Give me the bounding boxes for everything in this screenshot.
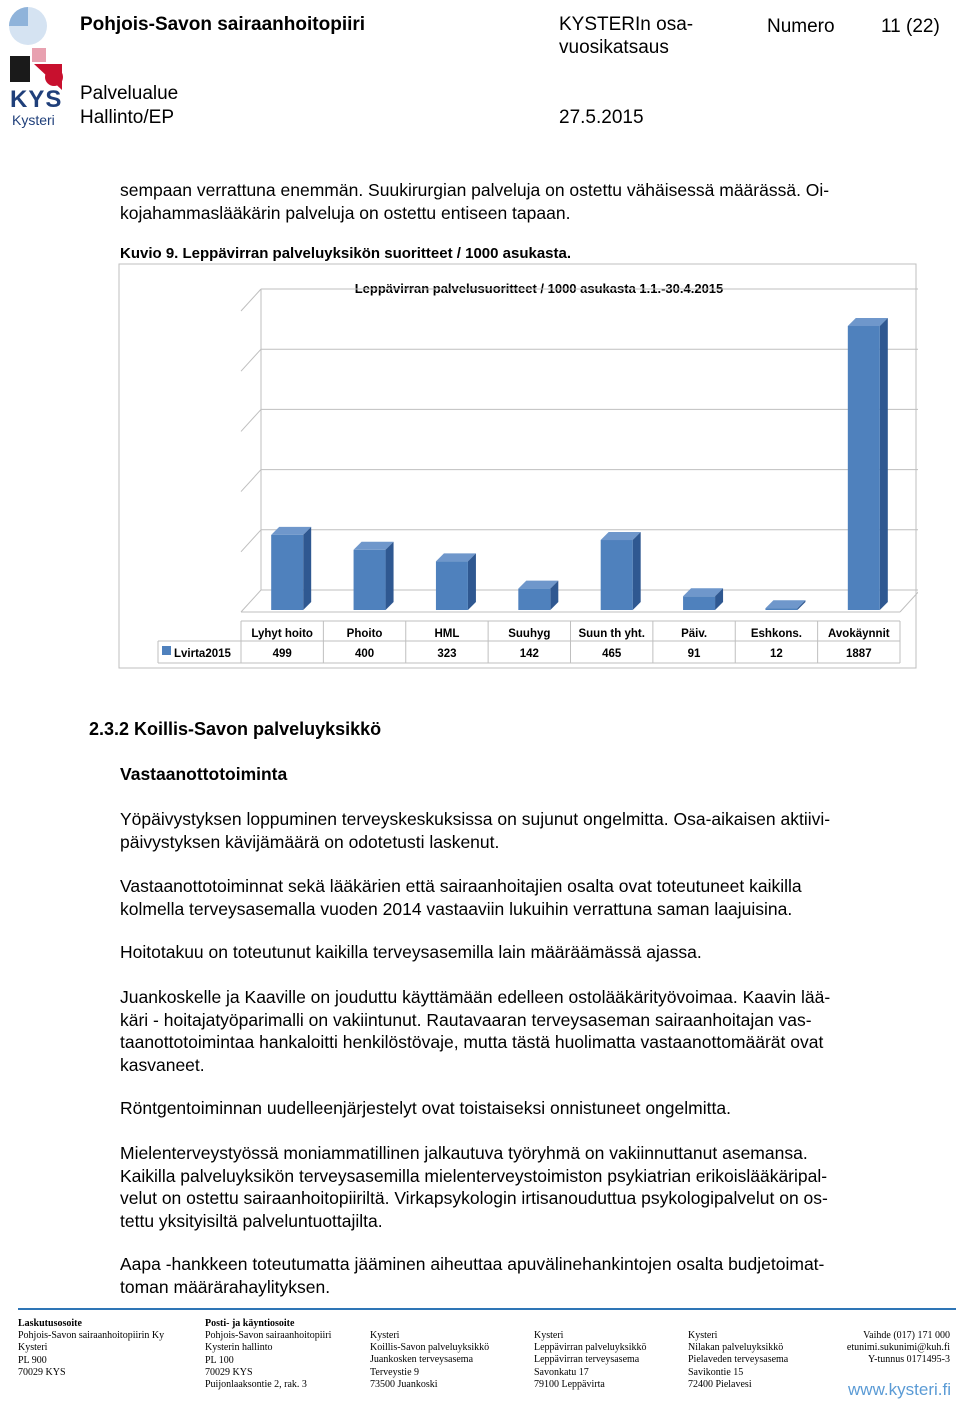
data-label: 400 xyxy=(354,648,375,660)
legend-series-name: Lvirta2015 xyxy=(174,648,231,660)
bar xyxy=(683,588,723,610)
section-heading: 2.3.2 Koillis-Savon palveluyksikkö xyxy=(89,719,382,739)
footer-line: Kysteri xyxy=(534,1330,564,1341)
footer-line: Leppävirran terveysasema xyxy=(534,1354,640,1366)
footer-leppavirta xyxy=(534,1330,646,1391)
figure-caption: Kuvio 9. Leppävirran palveluyksikön suoritteet / 1000 asukasta. xyxy=(120,245,572,262)
paragraph-line: käri - hoitajatyöparimalli on vakiintunut. Rautavaaran terveysaseman sairaanhoitajan vas- xyxy=(120,1009,812,1030)
footer-line: Koillis-Savon palveluyksikkö xyxy=(370,1342,490,1354)
section-subheading: Vastaanottotoiminta xyxy=(120,764,288,784)
data-label: 323 xyxy=(437,648,457,660)
footer-contact xyxy=(847,1330,950,1367)
footer-line: Kysteri xyxy=(688,1330,718,1341)
bar-front xyxy=(354,550,386,610)
footer-divider xyxy=(18,1308,956,1310)
paragraph-3 xyxy=(120,941,917,964)
footer-line: Pohjois-Savon sairaanhoitopiirin Ky xyxy=(18,1330,165,1342)
footer-billing-address xyxy=(18,1318,164,1379)
page-number: 11 (22) xyxy=(881,16,940,37)
footer-phone: Vaihde (017) 171 000 xyxy=(863,1330,950,1341)
footer-nilakka xyxy=(688,1330,788,1391)
footer-email: etunimi.sukunimi@kuh.fi xyxy=(846,1342,950,1354)
bar-side xyxy=(386,542,394,610)
footer-line: 73500 Juankoski xyxy=(370,1378,438,1390)
footer-heading: Posti- ja käyntiosoite xyxy=(205,1318,295,1329)
bar-front xyxy=(436,561,468,610)
paragraph-4 xyxy=(120,986,917,1076)
bar-side xyxy=(303,527,311,610)
category-label: Phoito xyxy=(346,628,383,640)
footer-line: Juankosken terveysasema xyxy=(370,1354,474,1366)
intro-line-1: sempaan verrattuna enemmän. Suukirurgian palveluja on ostettu vähäisessä määrässä. Oi- xyxy=(120,180,830,200)
bar-front xyxy=(848,326,880,610)
footer-line: Savonkatu 17 xyxy=(534,1366,589,1378)
footer-business-id: Y-tunnus 0171495-3 xyxy=(868,1354,950,1366)
number-label: Numero xyxy=(767,16,835,37)
category-label: Avokäynnit xyxy=(828,628,890,640)
paragraph-5 xyxy=(120,1097,917,1120)
bar xyxy=(271,527,311,610)
footer-line: 72400 Pielavesi xyxy=(688,1378,752,1390)
footer-line: 70029 KYS xyxy=(18,1366,66,1378)
bar xyxy=(601,532,641,610)
footer-line: PL 100 xyxy=(205,1354,234,1366)
org-name: Pohjois-Savon sairaanhoitopiiri xyxy=(80,14,366,35)
footer-line: Pielaveden terveysasema xyxy=(688,1354,789,1366)
paragraph-line: kasvaneet. xyxy=(120,1054,205,1075)
footer-heading: Laskutusosoite xyxy=(18,1318,82,1329)
bar-front xyxy=(683,596,715,610)
bar-front xyxy=(518,589,550,610)
data-label: 142 xyxy=(519,648,539,660)
bar-side xyxy=(880,318,888,610)
category-label: Lyhyt hoito xyxy=(251,628,313,640)
paragraph-line: toman määrärahaylityksen. xyxy=(120,1276,331,1297)
bar-front xyxy=(601,540,633,610)
website-link[interactable]: www.kysteri.fi xyxy=(848,1380,951,1399)
logo-text: KYS xyxy=(10,86,63,113)
footer-line: Pohjois-Savon sairaanhoitopiiri xyxy=(205,1330,332,1342)
document-date: 27.5.2015 xyxy=(559,107,644,128)
bar-side xyxy=(633,532,641,610)
intro-line-2: kojahammaslääkärin palveluja on ostettu entiseen tapaan. xyxy=(120,202,571,223)
paragraph-line: Juankoskelle ja Kaaville on jouduttu käyttämään edelleen ostolääkärityövoimaa. Kaavin lää- xyxy=(120,987,831,1007)
doc-title-line1: KYSTERIn osa- xyxy=(559,14,694,35)
bar xyxy=(518,581,558,610)
paragraph-line: Kaikilla palveluyksikön terveysasemilla mielenterveystoimiston psykiatrian erikoislääkäripal- xyxy=(120,1165,828,1186)
paragraph-2 xyxy=(120,875,917,920)
paragraph-line: Aapa -hankkeen toteutumatta jääminen aiheuttaa apuvälinehankintojen osalta budjetoimat- xyxy=(120,1254,825,1274)
category-label: HML xyxy=(434,628,460,640)
intro-paragraph xyxy=(120,179,917,224)
footer-line: Kysterin hallinto xyxy=(205,1342,273,1354)
bar xyxy=(436,553,476,610)
footer-line: PL 900 xyxy=(18,1354,47,1366)
paragraph-line: Mielenterveystyössä moniammatillinen jalkautuva työryhmä on vakiinnuttanut asemansa. xyxy=(120,1143,808,1163)
logo-subtext: Kysteri xyxy=(12,112,55,128)
category-label: Suuhyg xyxy=(508,628,551,640)
paragraph-line: tettu yksityisiltä palveluntuottajilta. xyxy=(120,1210,383,1231)
bar xyxy=(848,318,888,610)
paragraph-line: päivystyksen kävijämäärä on odotetusti laskenut. xyxy=(120,831,500,852)
category-label: Suun th yht. xyxy=(578,628,645,640)
footer-koillis-savo xyxy=(370,1330,489,1391)
unit-line1: Palvelualue xyxy=(80,83,179,104)
paragraph-line: Yöpäivystyksen loppuminen terveyskeskuksissa on sujunut ongelmitta. Osa-aikaisen aktiivi- xyxy=(120,809,831,829)
bar-front xyxy=(765,608,797,610)
footer-line: 79100 Leppävirta xyxy=(534,1378,605,1390)
category-label: Eshkons. xyxy=(750,628,803,640)
footer-line: 70029 KYS xyxy=(205,1366,253,1378)
paragraph-line: Vastaanottotoiminnat sekä lääkärien että sairaanhoitajien osalta ovat toteutuneet kaikilla xyxy=(120,876,802,896)
paragraph-line: Röntgentoiminnan uudelleenjärjestelyt ovat toistaiseksi onnistuneet ongelmitta. xyxy=(120,1098,731,1118)
footer-line: Leppävirran palveluyksikkö xyxy=(534,1342,647,1354)
logo xyxy=(4,4,74,128)
bar xyxy=(354,542,394,610)
data-label: 465 xyxy=(602,648,622,660)
footer-line: Nilakan palveluyksikkö xyxy=(688,1342,784,1354)
bar-chart xyxy=(118,263,918,671)
paragraph-1 xyxy=(120,808,917,853)
paragraph-line: taanottotoimintaa hankaloitti henkilöstövaje, mutta tästä huolimatta vastaanottomäärät ovat xyxy=(120,1032,824,1052)
bar-front xyxy=(271,535,303,610)
data-label: 499 xyxy=(272,648,292,660)
footer-line: Kysteri xyxy=(370,1330,400,1341)
data-label: 1887 xyxy=(846,648,872,660)
footer-line: Savikontie 15 xyxy=(688,1366,744,1378)
footer-line: Kysteri xyxy=(18,1342,48,1354)
footer-line: Puijonlaaksontie 2, rak. 3 xyxy=(205,1379,307,1391)
bar-side xyxy=(468,553,476,610)
paragraph-line: Hoitotakuu on toteutunut kaikilla terveysasemilla lain määräämässä ajassa. xyxy=(120,942,702,962)
chart-title: Leppävirran palvelusuoritteet / 1000 asukasta 1.1.-30.4.2015 xyxy=(354,281,724,296)
paragraph-line: kolmella terveysasemalla vuoden 2014 vastaaviin lukuihin verrattuna saman laajuisina. xyxy=(120,898,793,919)
doc-title-line2: vuosikatsaus xyxy=(559,37,669,58)
paragraph-line: velut on ostettu sairaanhoitopiiriltä. Virkapsykologin irtisanouduttua psykologipalvelut on os- xyxy=(120,1188,828,1208)
paragraph-6 xyxy=(120,1142,917,1232)
category-label: Päiv. xyxy=(681,628,708,640)
footer-line: Terveystie 9 xyxy=(370,1366,420,1378)
data-label: 12 xyxy=(770,648,783,660)
footer-postal-address xyxy=(205,1318,331,1391)
data-label: 91 xyxy=(687,648,701,660)
unit-line2: Hallinto/EP xyxy=(80,107,174,128)
paragraph-7 xyxy=(120,1253,917,1298)
legend-swatch xyxy=(162,646,171,655)
